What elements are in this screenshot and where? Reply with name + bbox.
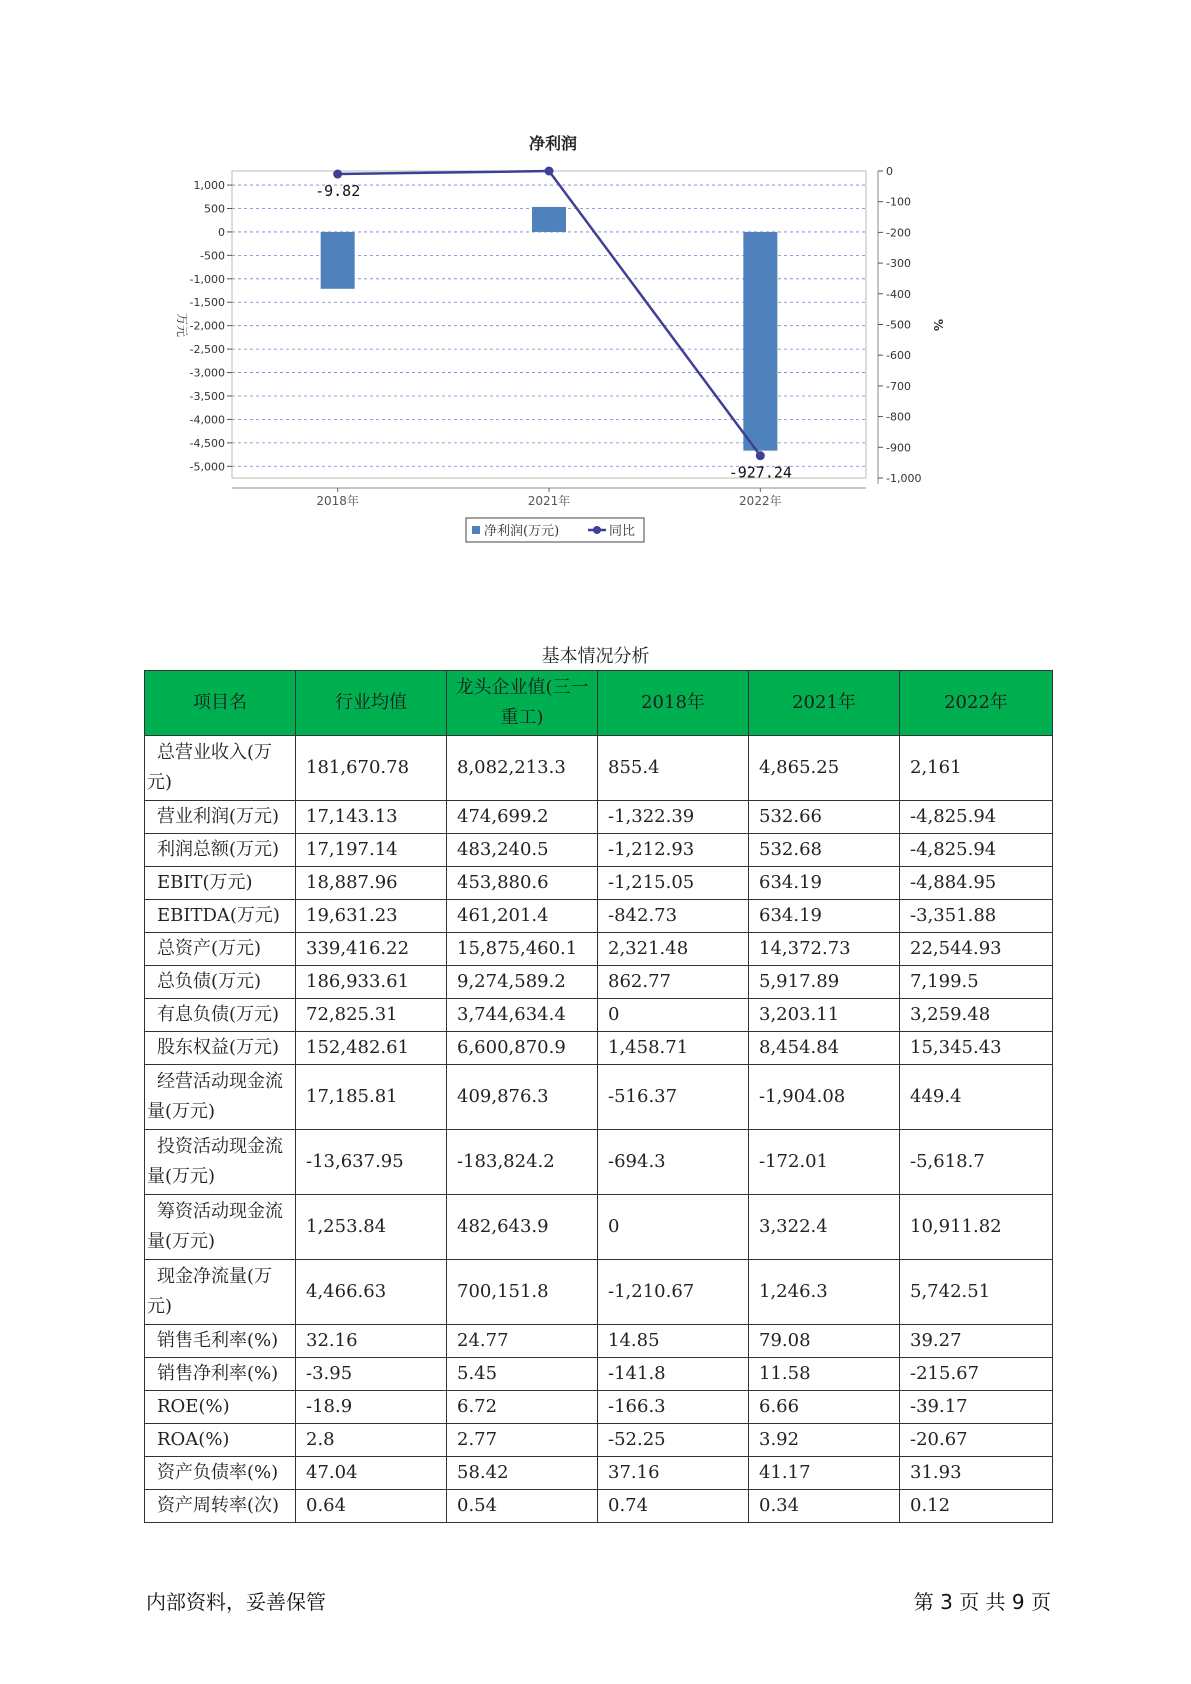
table-row bbox=[145, 736, 1053, 801]
header-2022: 2022年 bbox=[900, 671, 1053, 736]
cell-value: 2,161 bbox=[900, 736, 1053, 801]
cell-value: 5.45 bbox=[447, 1358, 598, 1391]
cell-value: 186,933.61 bbox=[296, 966, 447, 999]
right-tick-label: -800 bbox=[886, 410, 911, 424]
cell-value: 449.4 bbox=[900, 1065, 1053, 1130]
cell-value: -4,825.94 bbox=[900, 834, 1053, 867]
cell-value: 8,082,213.3 bbox=[447, 736, 598, 801]
row-label bbox=[145, 1490, 296, 1523]
cell-value: 0 bbox=[598, 999, 749, 1032]
left-tick-label: -2,000 bbox=[189, 319, 225, 333]
right-tick-label: -600 bbox=[886, 349, 911, 363]
row-label bbox=[145, 1325, 296, 1358]
table-row bbox=[145, 1490, 1053, 1523]
cell-value: -516.37 bbox=[598, 1065, 749, 1130]
cell-value: -1,322.39 bbox=[598, 801, 749, 834]
table-row bbox=[145, 900, 1053, 933]
row-label bbox=[145, 834, 296, 867]
cell-value: 10,911.82 bbox=[900, 1195, 1053, 1260]
row-label bbox=[145, 1391, 296, 1424]
cell-value: 6,600,870.9 bbox=[447, 1032, 598, 1065]
cell-value: 18,887.96 bbox=[296, 867, 447, 900]
bar-net-profit bbox=[532, 207, 566, 232]
point-yoy bbox=[756, 451, 765, 460]
row-label bbox=[145, 966, 296, 999]
cell-value: 17,185.81 bbox=[296, 1065, 447, 1130]
table-row bbox=[145, 1065, 1053, 1130]
row-label bbox=[145, 1032, 296, 1065]
data-label: -927.24 bbox=[728, 463, 792, 482]
row-label-text: 利润总额(万元) bbox=[157, 839, 280, 860]
table-row bbox=[145, 1457, 1053, 1490]
cell-value: 700,151.8 bbox=[447, 1260, 598, 1325]
cell-value: 2.8 bbox=[296, 1424, 447, 1457]
cell-value: 3,203.11 bbox=[749, 999, 900, 1032]
cell-value: -1,210.67 bbox=[598, 1260, 749, 1325]
cell-value: 7,199.5 bbox=[900, 966, 1053, 999]
header-2021: 2021年 bbox=[749, 671, 900, 736]
header-leader-value: 龙头企业值(三一重工) bbox=[447, 671, 598, 736]
cell-value: 0 bbox=[598, 1195, 749, 1260]
cell-value: 8,454.84 bbox=[749, 1032, 900, 1065]
table-row bbox=[145, 834, 1053, 867]
cell-value: -1,904.08 bbox=[749, 1065, 900, 1130]
point-yoy bbox=[333, 170, 342, 179]
chart-title: 净利润 bbox=[528, 135, 578, 153]
cell-value: 339,416.22 bbox=[296, 933, 447, 966]
cell-value: 482,643.9 bbox=[447, 1195, 598, 1260]
cell-value: 39.27 bbox=[900, 1325, 1053, 1358]
cell-value: 2.77 bbox=[447, 1424, 598, 1457]
row-label bbox=[145, 1130, 296, 1195]
table-header-row bbox=[145, 671, 1053, 736]
cell-value: 4,466.63 bbox=[296, 1260, 447, 1325]
x-tick-label: 2022年 bbox=[739, 494, 782, 508]
cell-value: -172.01 bbox=[749, 1130, 900, 1195]
cell-value: 2,321.48 bbox=[598, 933, 749, 966]
row-label-text: 总资产(万元) bbox=[157, 938, 262, 959]
legend-bar-swatch bbox=[472, 526, 480, 534]
table-row bbox=[145, 1358, 1053, 1391]
cell-value: 474,699.2 bbox=[447, 801, 598, 834]
bar-net-profit bbox=[743, 232, 777, 451]
cell-value: -3.95 bbox=[296, 1358, 447, 1391]
table-row bbox=[145, 1260, 1053, 1325]
confidential-note: 内部资料，妥善保管 bbox=[146, 1590, 326, 1614]
cell-value: 0.74 bbox=[598, 1490, 749, 1523]
cell-value: -166.3 bbox=[598, 1391, 749, 1424]
left-tick-label: 500 bbox=[204, 202, 225, 216]
cell-value: 31.93 bbox=[900, 1457, 1053, 1490]
cell-value: 15,345.43 bbox=[900, 1032, 1053, 1065]
table-title: 基本情况分析 bbox=[541, 646, 650, 667]
cell-value: -1,215.05 bbox=[598, 867, 749, 900]
cell-value: -39.17 bbox=[900, 1391, 1053, 1424]
row-label bbox=[145, 1457, 296, 1490]
right-tick-label: -1,000 bbox=[886, 472, 922, 485]
row-label bbox=[145, 1358, 296, 1391]
cell-value: -5,618.7 bbox=[900, 1130, 1053, 1195]
data-label: -9.82 bbox=[315, 182, 361, 201]
row-label-text: 总负债(万元) bbox=[157, 971, 262, 992]
right-tick-label: -400 bbox=[886, 287, 911, 301]
cell-value: 14.85 bbox=[598, 1325, 749, 1358]
cell-value: 0.34 bbox=[749, 1490, 900, 1523]
cell-value: 1,458.71 bbox=[598, 1032, 749, 1065]
right-tick-label: -100 bbox=[886, 195, 911, 209]
table-row bbox=[145, 1195, 1053, 1260]
cell-value: -4,884.95 bbox=[900, 867, 1053, 900]
x-tick-label: 2018年 bbox=[316, 494, 359, 508]
cell-value: 14,372.73 bbox=[749, 933, 900, 966]
chart-svg bbox=[150, 135, 1050, 595]
left-tick-label: 0 bbox=[218, 225, 225, 239]
cell-value: 41.17 bbox=[749, 1457, 900, 1490]
cell-value: 47.04 bbox=[296, 1457, 447, 1490]
right-tick-label: 0 bbox=[886, 165, 893, 178]
cell-value: 24.77 bbox=[447, 1325, 598, 1358]
row-label bbox=[145, 1195, 296, 1260]
row-label-text: 资产负债率(%) bbox=[157, 1462, 279, 1483]
left-axis-title: 万元 bbox=[175, 312, 189, 338]
row-label bbox=[145, 900, 296, 933]
cell-value: 634.19 bbox=[749, 900, 900, 933]
cell-value: -694.3 bbox=[598, 1130, 749, 1195]
row-label-text: 销售净利率(%) bbox=[157, 1363, 279, 1384]
x-tick-label: 2021年 bbox=[527, 494, 571, 508]
left-tick-label: -5,000 bbox=[189, 460, 225, 474]
row-label bbox=[145, 736, 296, 801]
left-tick-label: -4,500 bbox=[189, 436, 225, 450]
row-label bbox=[145, 1260, 296, 1325]
cell-value: -215.67 bbox=[900, 1358, 1053, 1391]
header-item: 项目名 bbox=[145, 671, 296, 736]
cell-value: 17,197.14 bbox=[296, 834, 447, 867]
legend-label-net-profit: 净利润(万元) bbox=[484, 524, 560, 539]
cell-value: 1,253.84 bbox=[296, 1195, 447, 1260]
row-label-text: 经营活动现金流量(万元) bbox=[147, 1071, 283, 1122]
cell-value: 453,880.6 bbox=[447, 867, 598, 900]
row-label bbox=[145, 933, 296, 966]
cell-value: 532.68 bbox=[749, 834, 900, 867]
cell-value: 152,482.61 bbox=[296, 1032, 447, 1065]
cell-value: 483,240.5 bbox=[447, 834, 598, 867]
left-tick-label: -1,000 bbox=[189, 272, 225, 286]
table-row bbox=[145, 1424, 1053, 1457]
page-number: 第 3 页 共 9 页 bbox=[913, 1590, 1051, 1614]
row-label bbox=[145, 1424, 296, 1457]
cell-value: 15,875,460.1 bbox=[447, 933, 598, 966]
left-tick-label: -500 bbox=[200, 249, 225, 263]
cell-value: 3,259.48 bbox=[900, 999, 1053, 1032]
cell-value: 3,322.4 bbox=[749, 1195, 900, 1260]
table-row bbox=[145, 999, 1053, 1032]
table-row bbox=[145, 867, 1053, 900]
cell-value: -1,212.93 bbox=[598, 834, 749, 867]
table-row bbox=[145, 1391, 1053, 1424]
row-label-text: 筹资活动现金流量(万元) bbox=[147, 1201, 283, 1252]
cell-value: 4,865.25 bbox=[749, 736, 900, 801]
cell-value: 22,544.93 bbox=[900, 933, 1053, 966]
cell-value: 181,670.78 bbox=[296, 736, 447, 801]
row-label-text: 营业利润(万元) bbox=[157, 806, 280, 827]
cell-value: 72,825.31 bbox=[296, 999, 447, 1032]
table-row bbox=[145, 933, 1053, 966]
row-label-text: 资产周转率(次) bbox=[157, 1495, 280, 1516]
cell-value: -3,351.88 bbox=[900, 900, 1053, 933]
cell-value: -18.9 bbox=[296, 1391, 447, 1424]
row-label-text: ROA(%) bbox=[157, 1429, 230, 1450]
cell-value: 634.19 bbox=[749, 867, 900, 900]
cell-value: 32.16 bbox=[296, 1325, 447, 1358]
row-label bbox=[145, 867, 296, 900]
cell-value: 0.12 bbox=[900, 1490, 1053, 1523]
cell-value: 11.58 bbox=[749, 1358, 900, 1391]
cell-value: 0.54 bbox=[447, 1490, 598, 1523]
row-label-text: ROE(%) bbox=[157, 1396, 230, 1417]
cell-value: 0.64 bbox=[296, 1490, 447, 1523]
right-tick-label: -200 bbox=[886, 226, 911, 240]
row-label-text: 总营业收入(万元) bbox=[147, 742, 273, 793]
cell-value: 862.77 bbox=[598, 966, 749, 999]
table-row bbox=[145, 801, 1053, 834]
row-label-text: 投资活动现金流量(万元) bbox=[147, 1136, 283, 1187]
cell-value: -183,824.2 bbox=[447, 1130, 598, 1195]
table-row bbox=[145, 1032, 1053, 1065]
row-label bbox=[145, 999, 296, 1032]
net-profit-chart bbox=[150, 135, 1050, 595]
row-label-text: EBIT(万元) bbox=[157, 872, 253, 893]
cell-value: 58.42 bbox=[447, 1457, 598, 1490]
cell-value: -52.25 bbox=[598, 1424, 749, 1457]
cell-value: 409,876.3 bbox=[447, 1065, 598, 1130]
left-tick-label: 1,000 bbox=[193, 179, 225, 193]
cell-value: -141.8 bbox=[598, 1358, 749, 1391]
cell-value: 3.92 bbox=[749, 1424, 900, 1457]
cell-value: 5,742.51 bbox=[900, 1260, 1053, 1325]
cell-value: 6.72 bbox=[447, 1391, 598, 1424]
cell-value: 17,143.13 bbox=[296, 801, 447, 834]
row-label-text: 销售毛利率(%) bbox=[157, 1330, 279, 1351]
row-label-text: 现金净流量(万元) bbox=[147, 1266, 273, 1317]
cell-value: -20.67 bbox=[900, 1424, 1053, 1457]
cell-value: -13,637.95 bbox=[296, 1130, 447, 1195]
cell-value: 1,246.3 bbox=[749, 1260, 900, 1325]
row-label-text: EBITDA(万元) bbox=[157, 905, 280, 926]
table-row bbox=[145, 1130, 1053, 1195]
cell-value: -842.73 bbox=[598, 900, 749, 933]
left-tick-label: -3,500 bbox=[189, 389, 225, 403]
cell-value: 5,917.89 bbox=[749, 966, 900, 999]
bar-net-profit bbox=[321, 232, 355, 289]
legend-point-swatch bbox=[593, 526, 601, 534]
cell-value: 19,631.23 bbox=[296, 900, 447, 933]
right-tick-label: -500 bbox=[886, 318, 911, 332]
left-tick-label: -2,500 bbox=[189, 343, 225, 357]
right-axis-title: % bbox=[931, 318, 945, 332]
right-tick-label: -700 bbox=[886, 379, 911, 393]
left-tick-label: -3,000 bbox=[189, 366, 225, 380]
cell-value: 3,744,634.4 bbox=[447, 999, 598, 1032]
left-tick-label: -4,000 bbox=[189, 413, 225, 427]
table-body bbox=[145, 736, 1053, 1523]
row-label-text: 有息负债(万元) bbox=[157, 1004, 280, 1025]
row-label-text: 股东权益(万元) bbox=[157, 1037, 280, 1058]
cell-value: 461,201.4 bbox=[447, 900, 598, 933]
table-row bbox=[145, 1325, 1053, 1358]
right-tick-label: -900 bbox=[886, 441, 911, 455]
row-label bbox=[145, 1065, 296, 1130]
cell-value: 9,274,589.2 bbox=[447, 966, 598, 999]
header-2018: 2018年 bbox=[598, 671, 749, 736]
row-label bbox=[145, 801, 296, 834]
table-row bbox=[145, 966, 1053, 999]
point-yoy bbox=[545, 167, 554, 176]
cell-value: 79.08 bbox=[749, 1325, 900, 1358]
cell-value: 37.16 bbox=[598, 1457, 749, 1490]
legend-label-yoy: 同比 bbox=[609, 524, 636, 539]
basic-analysis-table bbox=[144, 670, 1053, 1523]
cell-value: 532.66 bbox=[749, 801, 900, 834]
header-industry-average: 行业均值 bbox=[296, 671, 447, 736]
cell-value: -4,825.94 bbox=[900, 801, 1053, 834]
cell-value: 855.4 bbox=[598, 736, 749, 801]
cell-value: 6.66 bbox=[749, 1391, 900, 1424]
right-tick-label: -300 bbox=[886, 257, 911, 271]
left-tick-label: -1,500 bbox=[189, 296, 225, 310]
